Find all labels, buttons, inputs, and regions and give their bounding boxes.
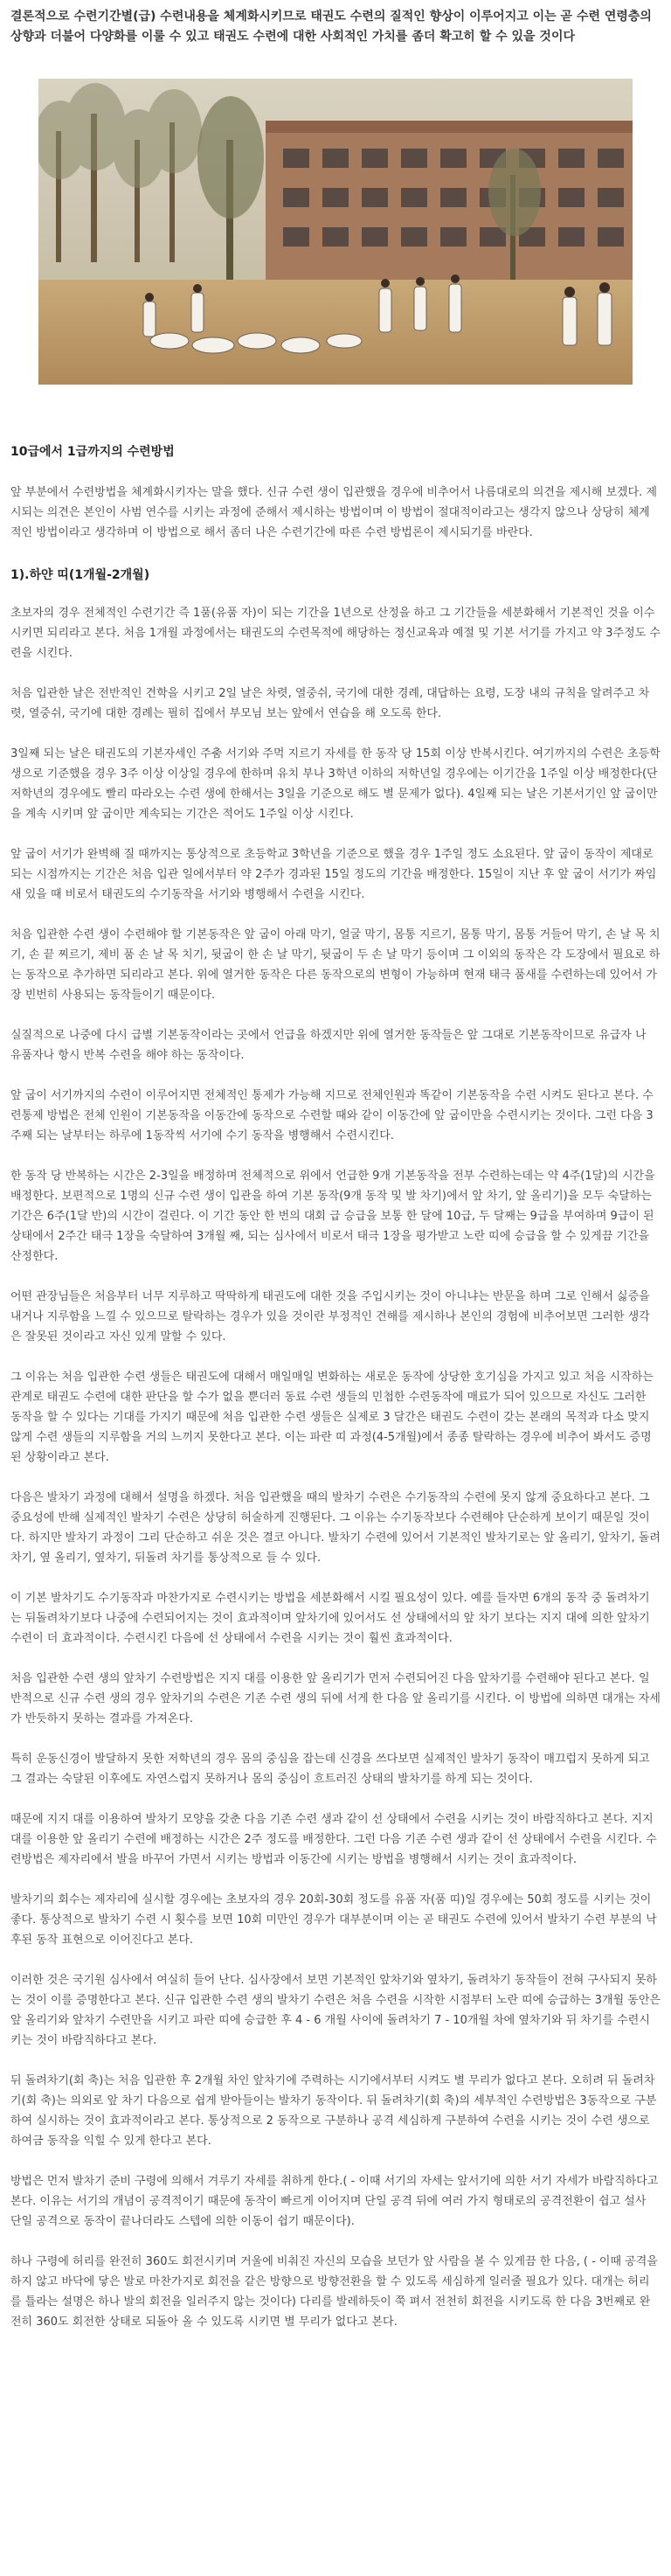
intro-paragraph: 결론적으로 수련기간별(급) 수련내용을 체계화시키므로 태권도 수련의 질적인 향상이 이루어지고 이는 곧 수련 연령층의 상향과 더불어 다양화를 이룰 수 있고 태권도 수련에 대한 사회적인 가치를 좀더 확고히 할 수 있을 것이다 (10, 10, 652, 44)
paragraph: 이 기본 발차기도 수기동작과 마찬가지로 수련시키는 방법을 세분화해서 시킬 필요성이 있다. 예를 들자면 6개의 동작 중 돌려차기는 뒤돌려차기보다 나중에 수련되어지는 것이 효과적이며 앞차기에 있어서도 선 상태에서의 앞 차기 보다는 지지 대에 의한 앞차기 수련이 더 효과적이다. 수련시킨 다음에 선 상태에서 수련을 시키는 것이 훨씬 효과적이다. (10, 1592, 650, 1645)
paragraph: 어떤 관장님들은 처음부터 너무 지루하고 딱딱하게 태권도에 대한 것을 주입시키는 것이 아니냐는 반문을 하며 그로 인해서 싫증을 내거나 지루함을 느낄 수 있으므로 탈락하는 경우가 있을 것이란 부정적인 견해를 제시하나 본인의 경험에 비추어보면 그러한 생각은 잘못된 것이라고 자신 있게 말할 수 있다. (10, 1290, 650, 1344)
paragraph: 특히 운동신경이 발달하지 못한 저학년의 경우 몸의 중심을 잡는데 신경을 쓰다보면 실제적인 발차기 동작이 매끄럽지 못하게 되고 그 결과는 숙달된 이후에도 자연스럽지 못하거나 몸의 중심이 흐트러진 상태의 발차기를 하게 되는 것이다. (10, 1753, 650, 1786)
paragraph: 앞 굽이 서기까지의 수련이 이루어지면 전체적인 통제가 가능해 지므로 전체인원과 똑같이 기본동작을 수련 시켜도 된다고 본다. 수련통제 방법은 전체 인원이 기본동작을 이동간에 동작으로 수련할 때와 같이 이동간에 앞 굽이만을 수련시키는 것이다. 그런 다음 3 주째 되는 날부터는 하루에 1동작씩 서기에 수기 동작을 병행해서 수련시킨다. (10, 1089, 654, 1142)
paragraph: 그 이유는 처음 입관한 수련 생들은 태권도에 대해서 매일매일 변화하는 새로운 동작에 상당한 호기심을 가지고 있고 처음 시작하는 관계로 태권도 수련에 대한 판단을 할 수가 없을 뿐더러 동료 수련 생들의 민첩한 수련동작에 매료가 되어 있으므로 자신도 그러한 동작을 할 수 있다는 기대를 가지기 때문에 처음 입관한 수련 생들은 실제로 3 달간은 태권도 수련이 갖는 본래의 목적과 다소 맞지 않게 수련 생들의 지루함을 거의 느끼지 못한다고 본다. 이는 파란 띠 과정(4-5개월)에서 종종 탈락하는 경우에 비추어 봐서도 증명된 상황이라고 본다. (10, 1371, 654, 1464)
paragraph: 때문에 지지 대를 이용하여 발차기 모양을 갖춘 다음 기존 수련 생과 같이 선 상태에서 수련을 시키는 것이 바람직하다고 본다. 지지 대를 이용한 앞 올리기 수련에 배정하는 시간은 2주 정도를 배정한다. 그런 다음 기존 수련 생과 같이 선 상태에서 수련을 시킨다. 수련방법은 제자리에서 발을 바꾸어 가면서 시키는 방법과 이동간에 시키는 방법을 병행해서 시키는 것이 효과적이다. (10, 1813, 657, 1866)
paragraph: 3일째 되는 날은 태권도의 기본자세인 주춤 서기와 주먹 지르기 자세를 한 동작 당 15회 이상 반복시킨다. 여기까지의 수련은 초등학생으로 기준했을 경우 3주 이상 이상일 경우에 한하며 유치 부나 3학년 이하의 저학년일 경우에는 이기간을 1주일 이상 배정한다(단 저학년의 경우에도 빨리 따라오는 수련 생에 한해서는 3일을 기준으로 해도 별 문제가 없다). 4일째 되는 날은 기본서기인 앞 굽이만을 계속 시키며 앞 굽이만 계속되는 기간은 적어도 1주일 이상 시킨다. (10, 747, 661, 821)
paragraph: 앞 굽이 서기가 완벽해 질 때까지는 통상적으로 초등학교 3학년을 기준으로 했을 경우 1주일 정도 소요된다. 앞 굽이 동작이 제대로 되는 시점까지는 기간은 처음 입관 일에서부터 약 2주가 경과된 15일 정도의 기간을 배정한다. 15일이 지난 후 앞 굽이 서기가 짜임새 있을 때 비로서 태권도의 수기동작을 서기와 병행해서 수련을 시킨다. (10, 848, 657, 901)
paragraph: 처음 입관한 날은 전반적인 견학을 시키고 2일 날은 차렷, 열중쉬, 국기에 대한 경례, 대답하는 요령, 도장 내의 규칙을 알려주고 차렷, 열중쉬, 국기에 대한 경례는 필히 집에서 부모님 보는 앞에서 연습을 해 오도록 한다. (10, 687, 650, 720)
paragraph: 처음 입관한 수련 생의 앞차기 수련방법은 지지 대를 이용한 앞 올리기가 먼저 수련되어진 다음 앞차기를 수련해야 된다고 본다. 일반적으로 신규 수련 생의 경우 앞차기의 수련은 기존 수련 생의 뒤에 서게 한 다음 앞 올리기를 시킨다. 이 방법에 의하면 대개는 자세가 반듯하지 못하는 결과를 가져온다. (10, 1672, 661, 1725)
training-photo (38, 79, 633, 385)
training-photo-image (38, 79, 633, 385)
section-title: 10급에서 1급까지의 수련방법 (10, 445, 175, 459)
paragraph-intro-method: 앞 부분에서 수련방법을 체계화시키자는 말을 했다. 신규 수련 생이 입관했을 경우에 비추어서 나름대로의 의견을 제시해 보겠다. 제시되는 의견은 본인이 사범 연수를 시키는 과정에 준해서 제시하는 방법이며 이 방법이 절대적이라고는 생각지 않으나 상당히 체계적인 방법이라고 생각하며 이 방법으로 해서 좀더 나은 수련기간에 따른 수련 방법론이 제시되기를 바란다. (10, 486, 657, 539)
paragraph: 초보자의 경우 전체적인 수련기간 즉 1품(유품 자)이 되는 기간을 1년으로 산정을 하고 그 기간들을 세분화해서 기본적인 것을 이수시키면 되리라고 본다. 처음 1개월 과정에서는 태권도의 수련목적에 해당하는 정신교육과 예절 및 기본 서기를 가지고 약 3주정도 수련을 시킨다. (10, 607, 661, 660)
paragraph: 이러한 것은 국기원 심사에서 여실히 들어 난다. 심사장에서 보면 기본적인 앞차기와 옆차기, 돌려차기 동작들이 전혀 구사되지 못하는 것이 이를 증명한다고 본다. 신규 입관한 수련 생의 발차기 수련은 처음 수련을 시작한 시점부터 노란 띠에 승급하는 3개월 동안은 앞 올리기와 앞차기 수련만을 시키고 파란 띠에 승급한 후 4 - 6 개월 사이에 돌려차기 7 - 10개월 차에 옆차기와 뒤 차기를 수련시키는 것이 바람직하다고 본다. (10, 1974, 661, 2047)
paragraph: 실질적으로 나중에 다시 급별 기본동작이라는 곳에서 언급을 하겠지만 위에 열거한 동작들은 앞 그대로 기본동작이므로 유급자 나 유품자나 항시 반복 수련을 해야 하는 동작이다. (10, 1029, 647, 1062)
paragraph: 발차기의 회수는 제자리에 실시할 경우에는 초보자의 경우 20회-30회 정도를 유품 자(품 띠)일 경우에는 50회 정도를 시키는 것이 좋다. 통상적으로 발차기 수련 시 횟수를 보면 10회 미만인 경우가 대부분이며 이는 곧 태권도 수련에 있어서 발차기 수련 부분의 낙후된 동작 표현으로 이어진다고 본다. (10, 1893, 657, 1947)
subhead-white-belt: 1).하얀 띠(1개월-2개월) (10, 568, 150, 582)
paragraph: 하나 구령에 허리를 완전히 360도 회전시키며 거울에 비춰진 자신의 모습을 보던가 앞 사람을 볼 수 있게끔 한 다음, ( - 이때 공격을 하지 않고 바닥에 닿은 발로 마찬가지로 회전을 같은 방향으로 방향전환을 할 수 있도록 세심하게 일러줄 필요가 있다. 대개는 허리를 틀라는 설명은 하나 발의 회전을 일러주지 않는 것이다) 다리를 발레하듯이 쭉 펴서 전천히 회전을 시키도록 한 다음 3번째로 완전히 360도 회전한 상태로 되돌아 올 수 있도록 시키면 별 무리가 없다고 본다. (10, 2255, 658, 2329)
paragraph: 방법은 먼저 발차기 준비 구령에 의해서 겨루기 자세를 취하게 한다.( - 이때 서기의 자세는 앞서기에 의한 서기 자세가 바람직하다고 본다. 이유는 서기의 개념이 공격적이기 때문에 동작이 빠르게 이어지며 단일 공격 뒤에 여러 가지 형태로의 공격전환이 쉽고 설사 단일 공격으로 동작이 끝나더라도 스텝에 의한 이동이 쉽기 때문이다). (10, 2175, 659, 2228)
paragraph: 다음은 발차기 과정에 대해서 설명을 하겠다. 처음 입관했을 때의 발차기 수련은 수기동작의 수련에 못지 않게 중요하다고 본다. 그 중요성에 반해 실제적인 발차기 수련은 상당히 허술하게 진행된다. 그 이유는 수기동작보다 수련해야 단순하게 보이기 때문일 것이다. 하지만 발차기 과정이 그리 단순하고 쉬운 것은 결코 아니다. 발차기 수련에 있어서 기본적인 발차기로는 앞 올리기, 앞차기, 돌려차기, 옆 올리기, 옆차기, 뒤돌려 차기를 통상적으로 들 수 있다. (10, 1491, 661, 1565)
paragraph: 한 동작 당 반복하는 시간은 2-3일을 배정하며 전체적으로 위에서 언급한 9개 기본동작을 전부 수련하는데는 약 4주(1달)의 시간을 배정한다. 보편적으로 1명의 신규 수련 생이 입관을 하여 기본 동작(9개 동작 및 발 차기)에서 앞 차기, 앞 올리기)을 모두 숙달하는 기간은 6주(1달 반)의 시간이 걸린다. 이 기간 동안 한 번의 대회 급 승급을 보통 한 달에 10급, 두 달째는 9급을 부여하며 9급이 된 상태에서 2주간 태극 1장을 숙달하여 3개월 째, 되는 심사에서 비로서 태극 1장을 평가받고 노란 띠에 승급을 할 수 있게끔 기간을 산정한다. (10, 1170, 655, 1263)
paragraph: 뒤 돌려차기(회 축)는 처음 입관한 후 2개월 차인 앞차기에 주력하는 시기에서부터 시켜도 별 무리가 없다고 본다. 오히려 뒤 돌려차기(회 축)는 의외로 앞 차기 다음으로 쉽게 받아들이는 발차기 동작이다. 뒤 돌려차기(회 축)의 세부적인 수련방법은 3동작으로 구분하여 실시하는 것이 효과적이라고 본다. 통상적으로 2 동작으로 구분하나 공격 세심하게 구분하여 수련을 시키는 것이 수련 생으로 하여금 동작을 익힐 수 있게 한다고 본다. (10, 2074, 657, 2148)
paragraph: 처음 입관한 수련 생이 수련해야 할 기본동작은 앞 굽이 아래 막기, 얼굴 막기, 몸통 지르기, 몸통 막기, 몸통 거들어 막기, 손 날 목 치기, 손 끝 찌르기, 제비 품 손 날 목 치기, 뒷굽이 한 손 날 막기, 뒷굽이 두 손 날 막기 등이며 그 이외의 동작은 각 도장에서 필요로 하는 동작으로 추가하면 되리라고 본다. 위에 열거한 동작은 다른 동작으로의 변형이 가능하며 현재 태극 품새를 수련하는데 있어서 가장 빈번히 사용되는 동작들이기 때문이다. (10, 928, 661, 1002)
